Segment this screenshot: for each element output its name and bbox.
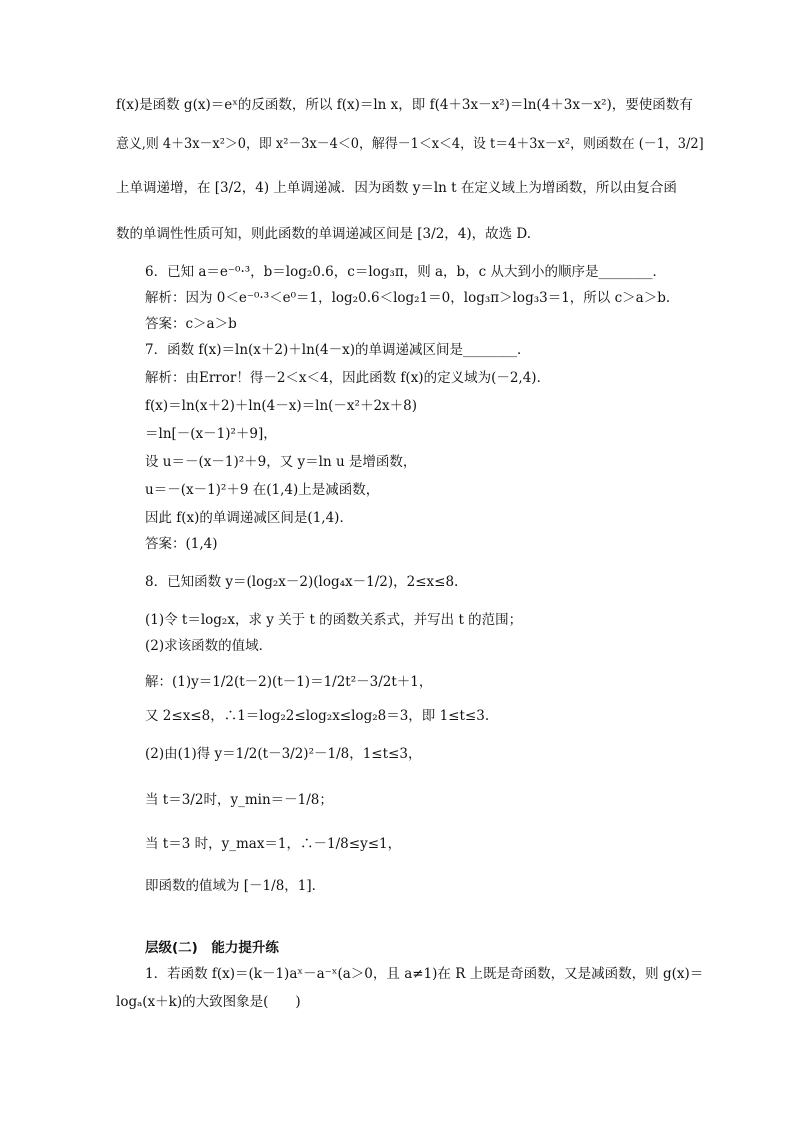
solution-8-3: (2)由(1)得 y＝1/2(t－3/2)²－1/8，1≤t≤3， bbox=[145, 746, 422, 762]
solution-8-5: 当 t＝3 时，y_max＝1，∴－1/8≤y≤1， bbox=[145, 836, 402, 852]
step-7-2: ＝ln[－(x－1)²＋9]， bbox=[145, 426, 277, 442]
question-8-1: (1)令 t＝log₂x，求 y 关于 t 的函数关系式，并写出 t 的范围； bbox=[145, 612, 523, 628]
step-7-3: 设 u＝－(x－1)²＋9，又 y＝ln u 是增函数， bbox=[145, 454, 417, 470]
question-1-cont: logₐ(x＋k)的大致图象是( ) bbox=[116, 994, 301, 1010]
solution-8-4: 当 t＝3/2时，y_min＝－1/8； bbox=[145, 792, 333, 808]
solution-8-6: 即函数的值域为 [－1/8，1]． bbox=[145, 878, 326, 894]
text-line-2: 意义,则 4＋3x－x²＞0，即 x²－3x－4＜0，解得－1＜x＜4，设 t＝4＋3x－x²，则函数在 (－1，3/2] bbox=[116, 136, 704, 152]
question-6: 6．已知 a＝e⁻⁰·³，b＝log₂0.6，c＝log₃π，则 a，b，c 从大到小的顺序是________． bbox=[145, 264, 667, 280]
text-line-3: 上单调递增，在 [3/2，4) 上单调递减．因为函数 y＝ln t 在定义域上为增函数，所以由复合函 bbox=[116, 180, 677, 196]
answer-6: 答案：c＞a＞b bbox=[145, 316, 237, 332]
step-7-4: u＝－(x－1)²＋9 在(1,4)上是减函数， bbox=[145, 482, 380, 498]
section-heading: 层级(二) 能力提升练 bbox=[145, 940, 279, 956]
question-8-2: (2)求该函数的值域． bbox=[145, 638, 273, 654]
analysis-6: 解析：因为 0＜e⁻⁰·³＜e⁰＝1，log₂0.6＜log₂1＝0，log₃π＞log₃3＝1，所以 c＞a＞b. bbox=[145, 290, 671, 306]
text-line-4: 数的单调性性质可知，则此函数的单调递减区间是 [3/2，4)，故选 D. bbox=[116, 226, 532, 242]
solution-8-2: 又 2≤x≤8，∴1＝log₂2≤log₂x≤log₂8＝3，即 1≤t≤3. bbox=[145, 708, 490, 724]
text-line-1: f(x)是函数 g(x)＝eˣ的反函数，所以 f(x)＝ln x，即 f(4＋3x－x²)＝ln(4＋3x－x²)，要使函数有 bbox=[116, 97, 693, 113]
analysis-7: 解析：由Error！得－2＜x＜4，因此函数 f(x)的定义域为(－2,4)． bbox=[145, 370, 551, 386]
question-7: 7．函数 f(x)＝ln(x＋2)＋ln(4－x)的单调递减区间是________． bbox=[145, 342, 531, 358]
solution-8-1: 解：(1)y＝1/2(t－2)(t－1)＝1/2t²－3/2t＋1， bbox=[145, 674, 433, 690]
question-8: 8．已知函数 y＝(log₂x－2)(log₄x－1/2)，2≤x≤8. bbox=[145, 574, 459, 590]
step-7-1: f(x)＝ln(x＋2)＋ln(4－x)＝ln(－x²＋2x＋8) bbox=[145, 398, 418, 414]
answer-7: 答案：(1,4) bbox=[145, 536, 218, 552]
step-7-5: 因此 f(x)的单调递减区间是(1,4)． bbox=[145, 510, 353, 526]
question-1: 1．若函数 f(x)＝(k－1)aˣ－a⁻ˣ(a＞0，且 a≠1)在 R 上既是奇函数，又是减函数，则 g(x)＝ bbox=[145, 966, 704, 982]
